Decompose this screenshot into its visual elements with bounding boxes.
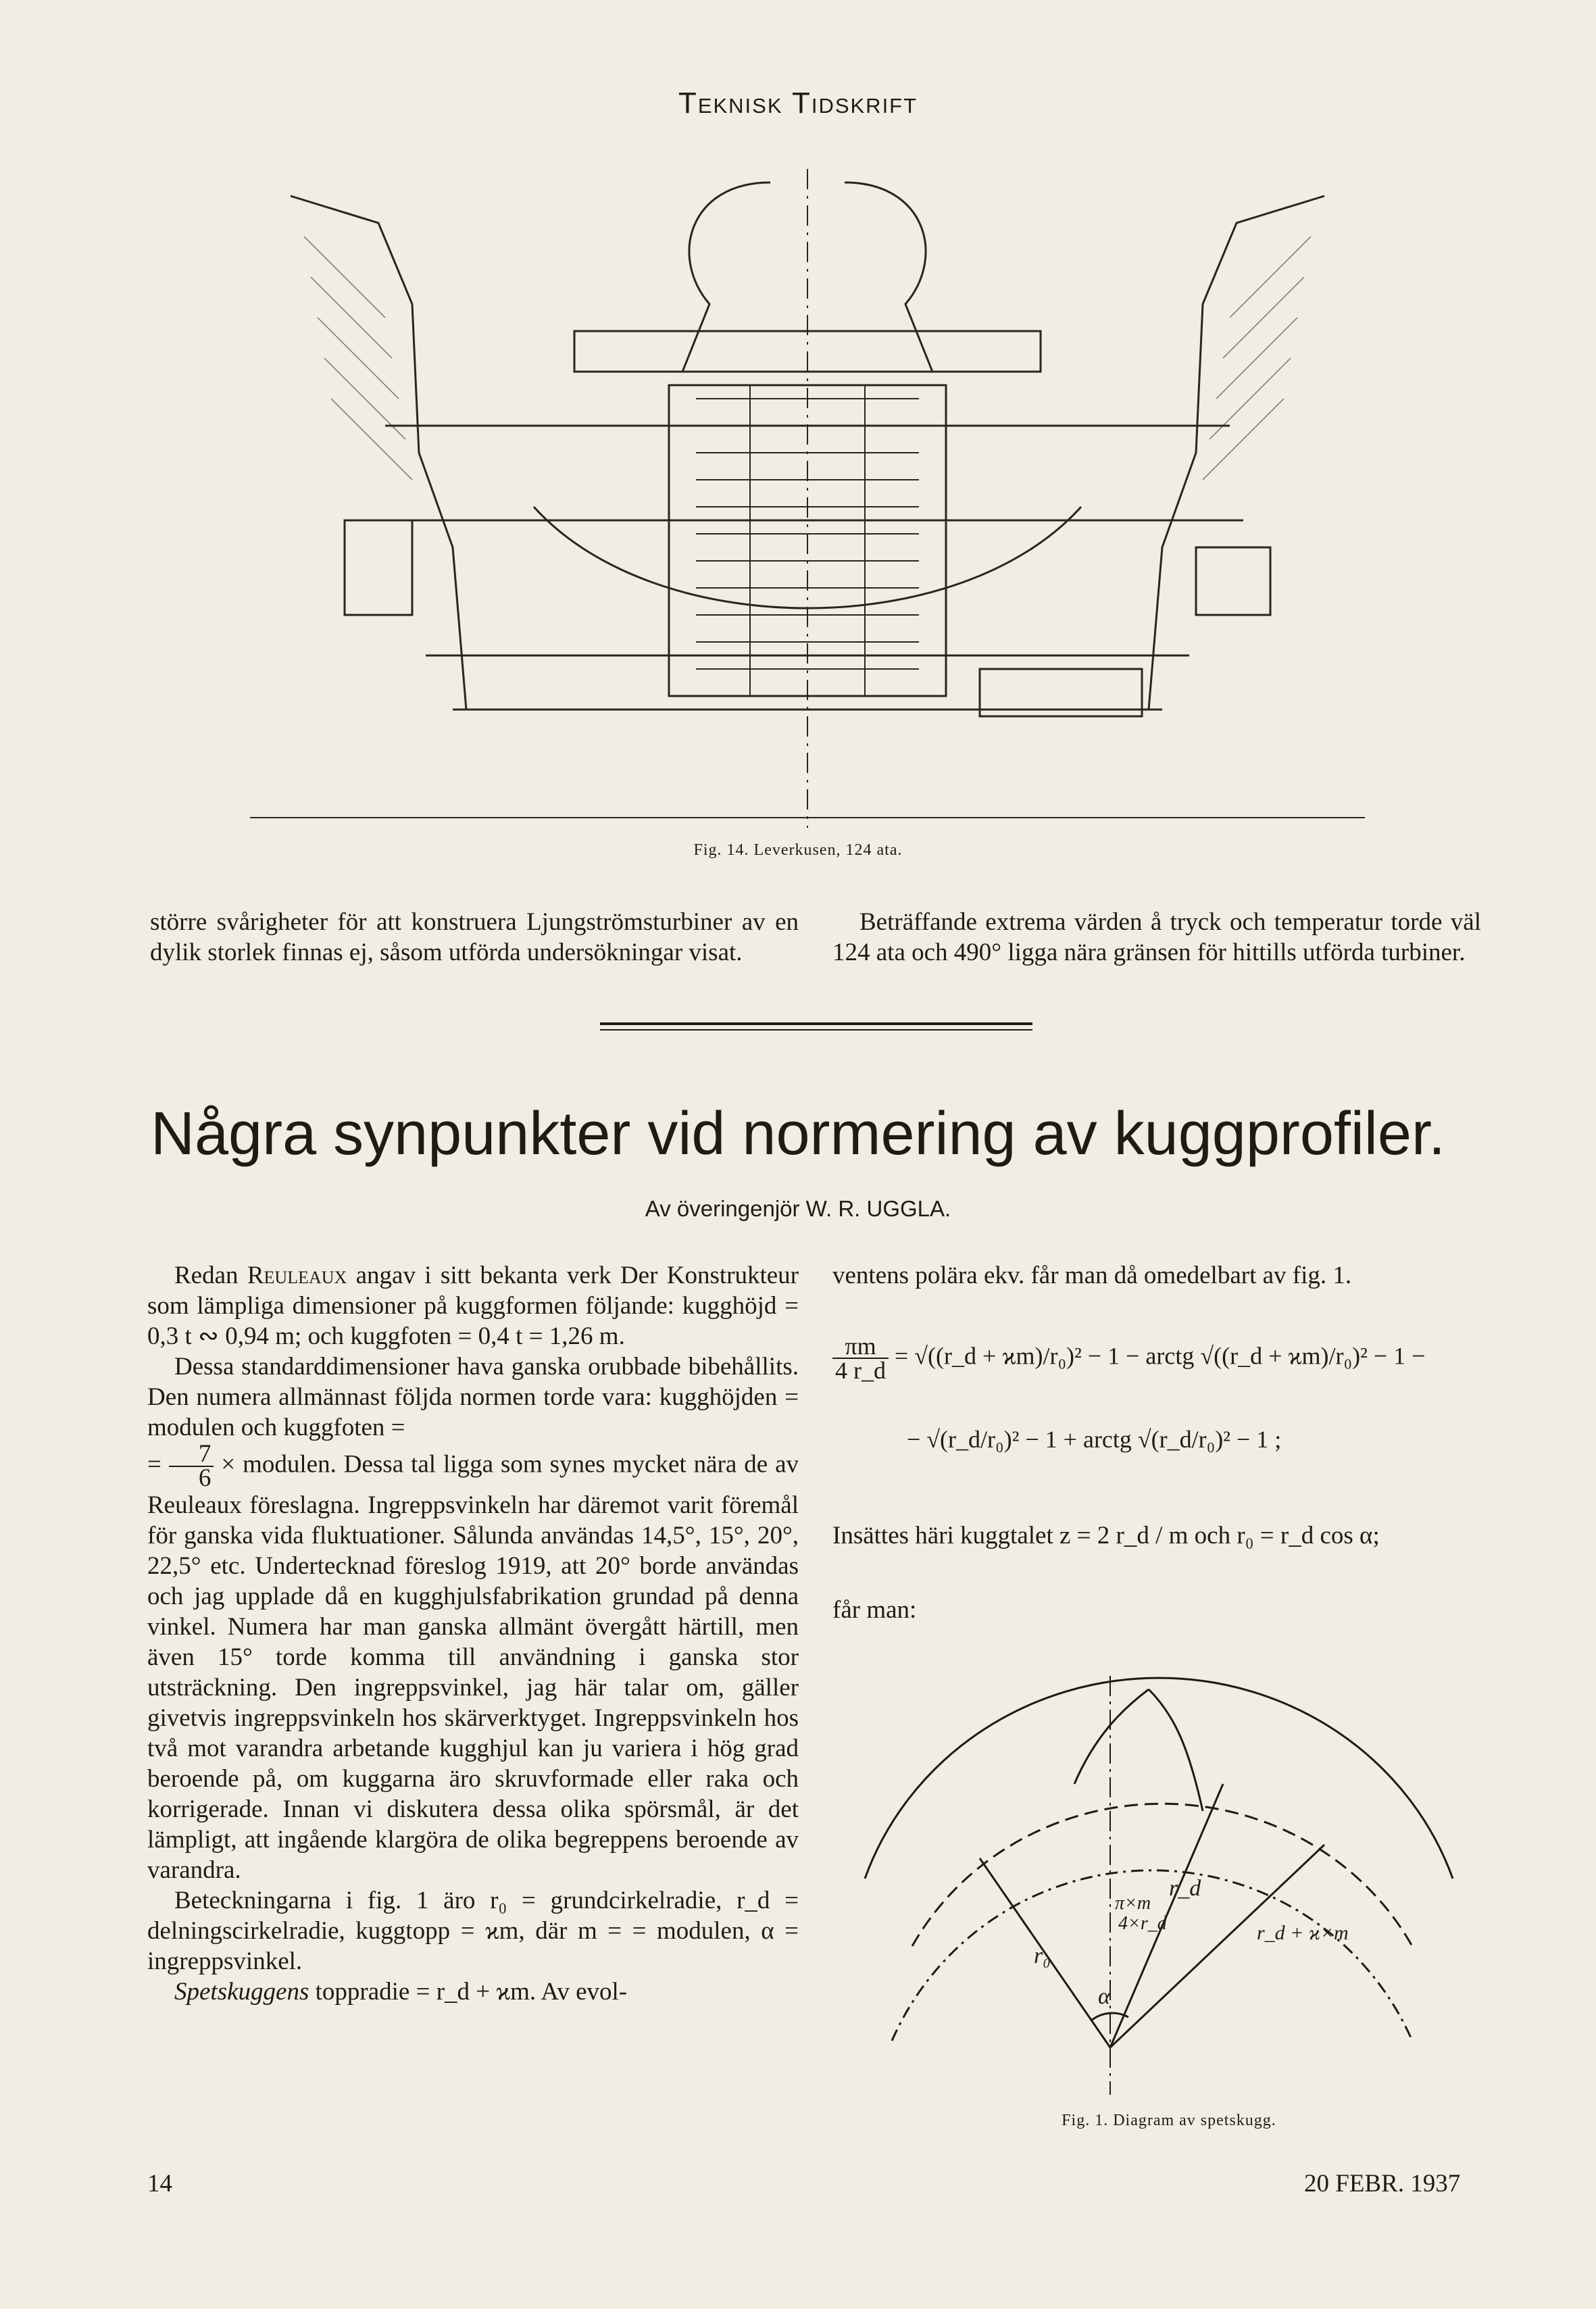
ray-tip [1110, 1845, 1324, 2047]
journal-header: Teknisk Tidskrift [678, 86, 918, 120]
spetskugg-diagram [851, 1662, 1466, 2108]
figure-1-caption: Fig. 1. Diagram av spetskugg. [1062, 2112, 1276, 2129]
fraction-seven-sixths [169, 1440, 214, 1492]
p4-italic: Spetskuggens [174, 1978, 309, 2006]
fraction-numerator: 7 [169, 1443, 214, 1467]
paragraph-1 [147, 1260, 799, 1351]
far-man-line: får man: [832, 1596, 917, 1624]
label-r0: r₀ [1034, 1943, 1051, 1968]
formula-lhs [832, 1335, 889, 1382]
label-alpha: α [1098, 1984, 1110, 2009]
label-pi-under: 4×r_d [1118, 1913, 1167, 1934]
base-circle-arc [892, 1870, 1412, 2041]
issue-date: 20 FEBR. 1937 [1304, 2170, 1461, 2198]
paragraph-4 [147, 1977, 799, 2007]
article-title: Några synpunkter vid normering av kuggprofiler. [151, 1100, 1445, 1168]
figure-14-caption: Fig. 14. Leverkusen, 124 ata. [693, 841, 903, 859]
paragraph-3: Beteckningarna i fig. 1 äro r₀ = grundcirkelradie, r_d = delningscirkelradie, kuggtopp = ϰm, där m = = modulen, α = ingreppsvinkel. [147, 1887, 799, 1975]
article-byline: Av överingenjör W. R. UGGLA. [645, 1196, 951, 1221]
label-outer: r_d + ϰ×m [1257, 1922, 1349, 1944]
tooth-left-flank [1074, 1689, 1149, 1784]
fraction-denominator: 6 [198, 1464, 211, 1492]
page-number: 14 [147, 2170, 172, 2198]
p2-rest: × modulen. Dessa tal ligga som synes mycket nära de av Reuleaux föreslagna. Ingreppsvinkeln har däremot varit föremål för ganska vida fluktuationer. Sålunda användas 14,5°, 15°, 20°, 22,5° etc. Undertecknad föreslog 1919, att 20° borde användas och jag upplade då en kugghjulsfabrikation grundad på denna vinkel. Numera har man ganska allmänt övergått härtill, men även 15° torde komma till användning i ganska stor utsträckning. Den ingreppsvinkel, jag här talar om, gäller givetvis ingreppsvinkeln hos skärverktyget. Ingreppsvinkeln hos två mot varandra arbetande kugghjul kan ju variera i hög grad beroende på, om kuggarna äro skruvformade eller raka och korrigerade. Innan vi diskutera dessa olika spörsmål, är det lämpligt, att ingående klargöra de olika begreppens beroende av varandra. [147, 1450, 799, 1884]
label-rd: r_d [1169, 1876, 1201, 1901]
top-right-paragraph: Beträffande extrema värden å tryck och temperatur torde väl 124 ata och 490° ligga nära gränsen för hittills utförda turbiner. [832, 908, 1481, 966]
top-left-paragraph: större svårigheter för att konstruera Ljungströmsturbiner av en dylik storlek finnas ej, såsom utförda undersökningar visat. [150, 908, 799, 966]
label-pi-over: π×m [1115, 1893, 1151, 1914]
p4-rest: toppradie = r_d + ϰm. Av evol- [309, 1978, 628, 2006]
body-right-intro: ventens polära ekv. får man då omedelbart av fig. 1. [832, 1262, 1352, 1289]
p1-rest: angav i sitt bekanta verk Der Konstrukteur som lämpliga dimensioner på kuggformen följande: kugghöjd = 0,3 t ∾ 0,94 m; och kuggfoten = 0,4 t = 1,26 m. [147, 1262, 799, 1350]
paragraph-2 [147, 1351, 799, 1885]
formula-lhs-num: πm [832, 1335, 889, 1359]
divider-rule-thin [600, 1029, 1032, 1031]
involute-formula [832, 1335, 1481, 1510]
formula-line-2: − √(r_d/r₀)² − 1 + arctg √(r_d/r₀)² − 1 ; [907, 1426, 1282, 1453]
formula-line-1-rest: = √((r_d + ϰm)/r₀)² − 1 − arctg √((r_d + ϰm)/r₀)² − 1 − [895, 1342, 1426, 1370]
divider-rule [600, 1022, 1032, 1025]
tip-circle-arc [865, 1678, 1453, 1879]
insattes-line: Insättes häri kuggtalet z = 2 r_d / m och r₀ = r_d cos α; [832, 1522, 1380, 1549]
formula-lhs-den: 4 r_d [835, 1357, 886, 1384]
p2-start: Dessa standarddimensioner hava ganska orubbade bibehållits. Den numera allmännast följda normen torde vara: kugghöjden = modulen och kuggfoten = [147, 1353, 799, 1441]
eq-prefix: = [147, 1450, 169, 1479]
p1-start: Redan [174, 1262, 247, 1289]
turbine-drawing [250, 169, 1365, 828]
author-name: Reuleaux [247, 1262, 347, 1289]
tooth-right-flank [1149, 1689, 1203, 1811]
formula-line-1 [832, 1335, 1481, 1382]
body-left-column [147, 1260, 799, 2007]
